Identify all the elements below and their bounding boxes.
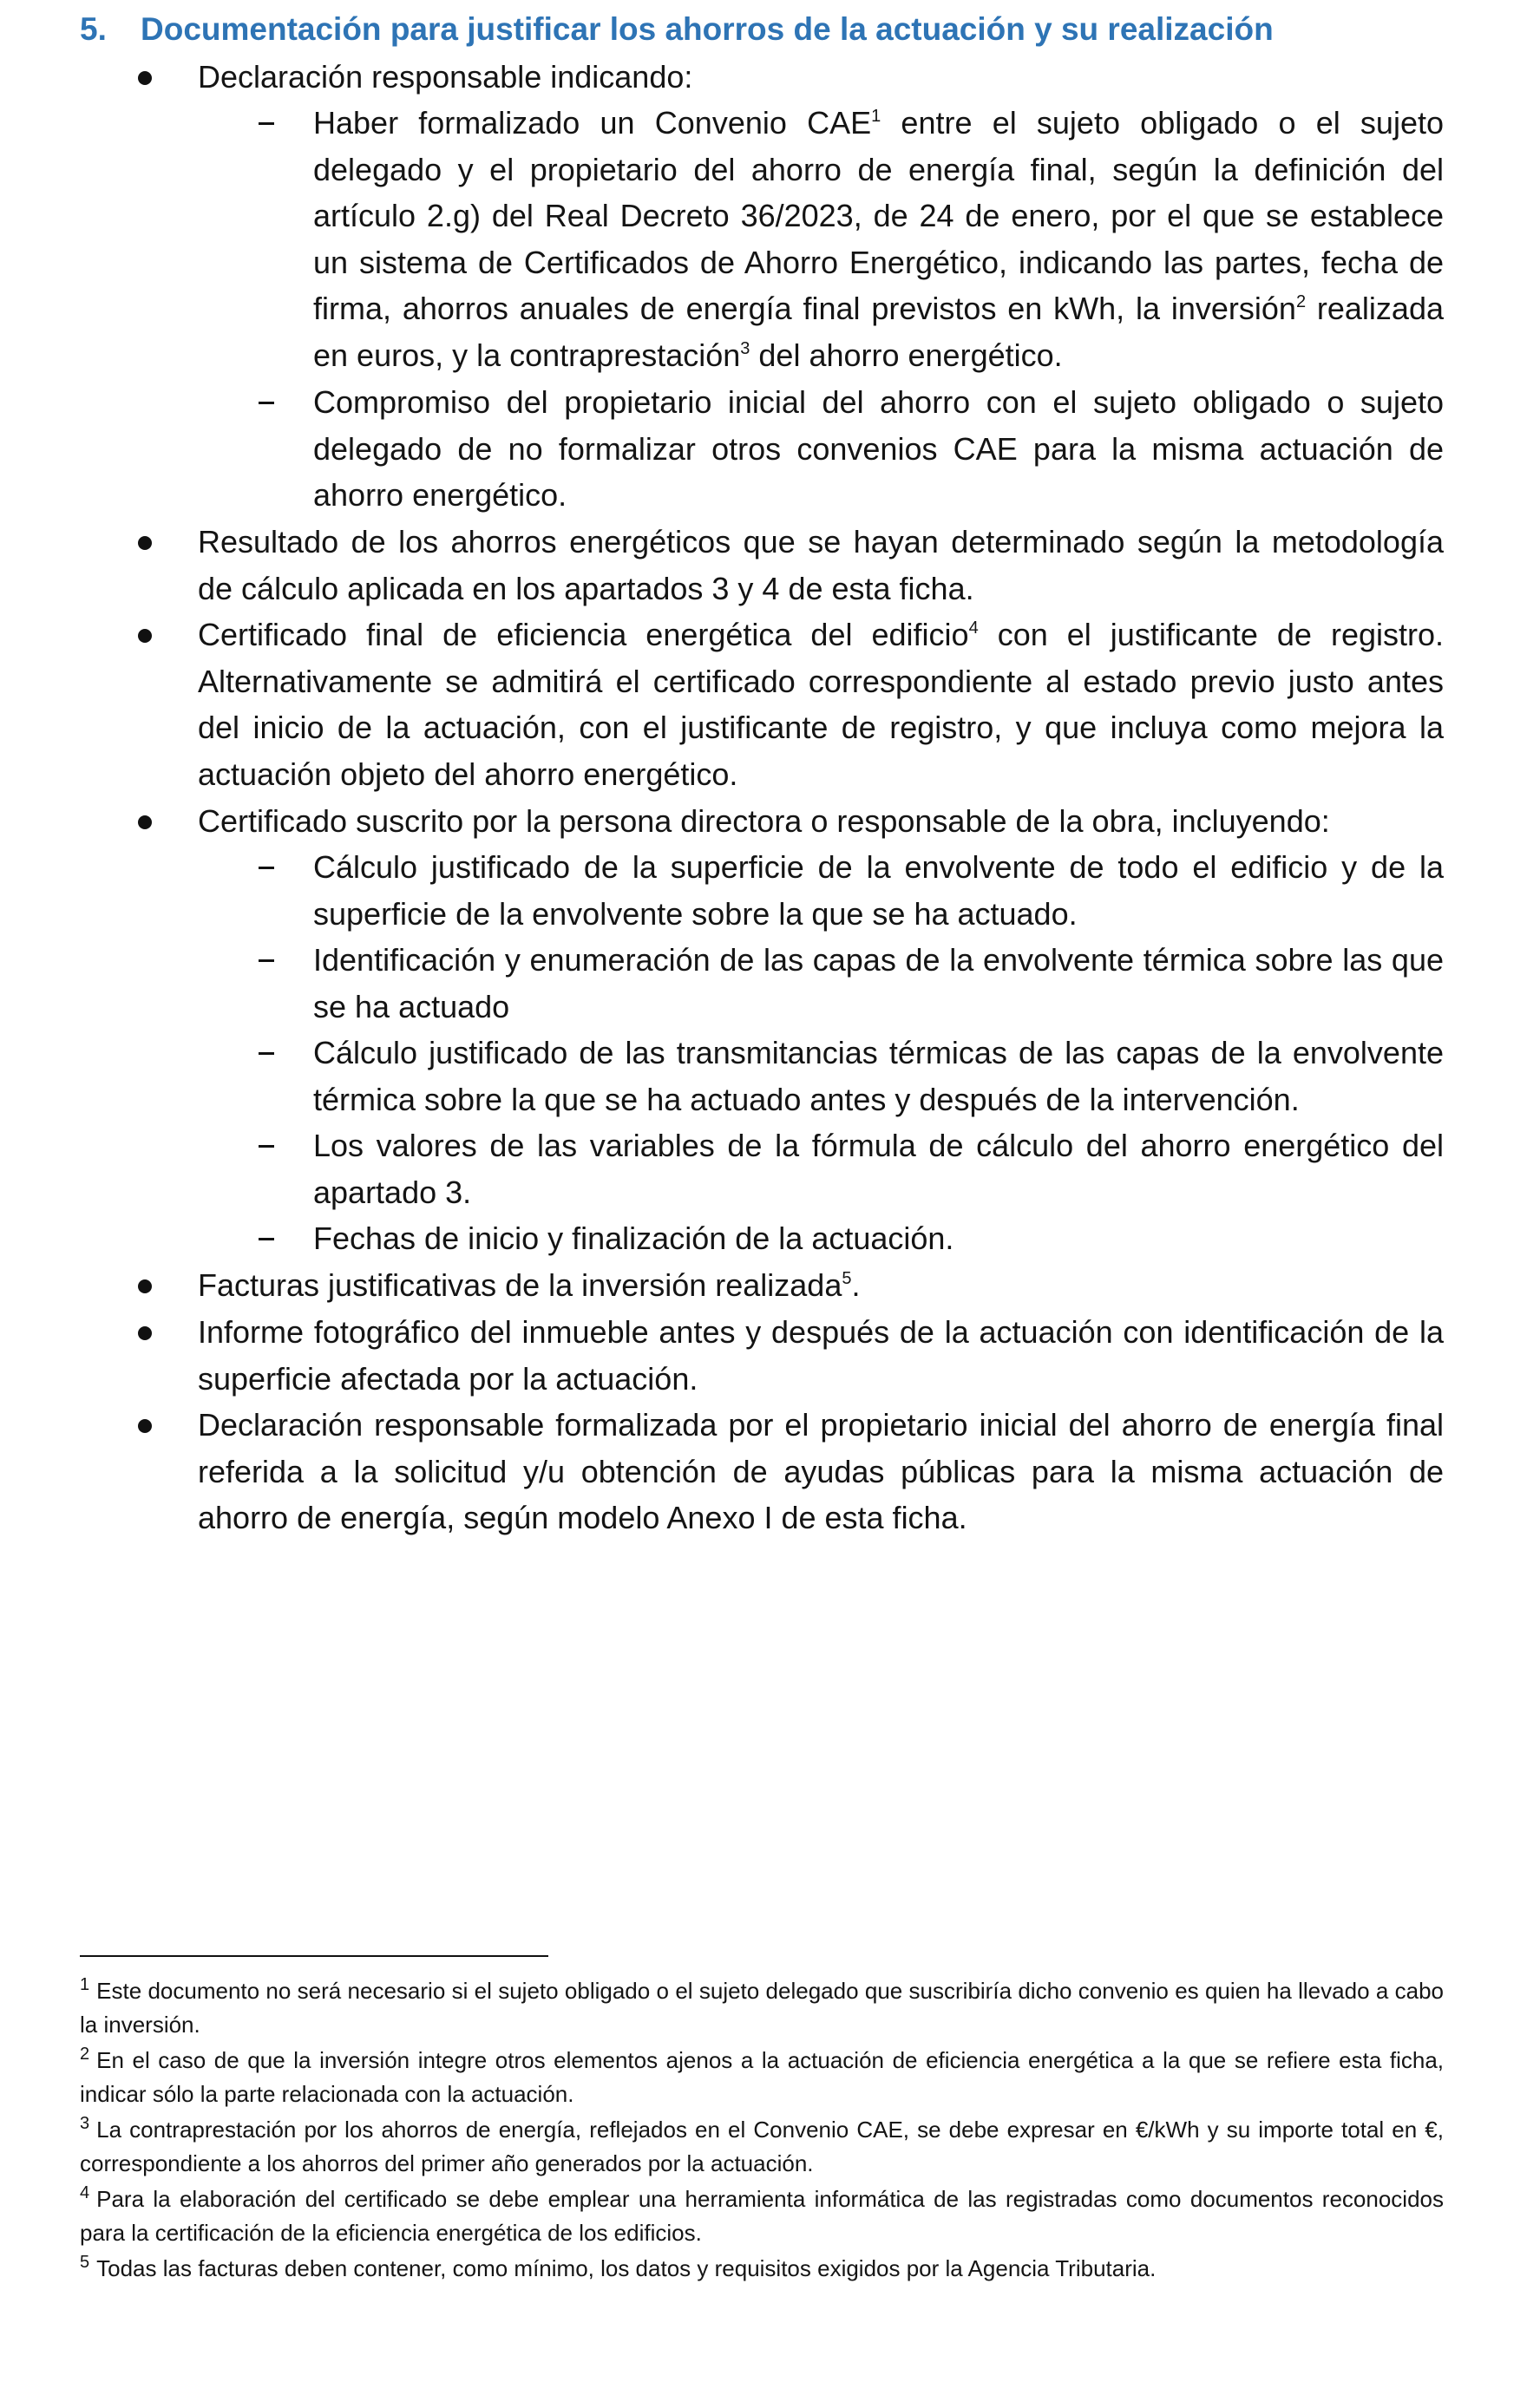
- dash-icon: [259, 1145, 274, 1148]
- sub-list-item-text: Cálculo justificado de la superficie de la envolvente de todo el edificio y de la superficie de la envolvente sobre la que se ha actuado.: [313, 849, 1444, 932]
- footnote-number: 1: [80, 1975, 90, 1994]
- list-item-text: Declaración responsable indicando:: [198, 59, 693, 95]
- footnote: [80, 2182, 1444, 2249]
- dash-icon: [259, 122, 274, 125]
- footnote-ref: 2: [1295, 292, 1307, 311]
- footnote-text: Todas las facturas deben contener, como mínimo, los datos y requisitos exigidos por la Agencia Tributaria.: [96, 2255, 1157, 2281]
- sub-list-item-text: Compromiso del propietario inicial del ahorro con el sujeto obligado o sujeto delegado de no formalizar otros convenios CAE para la misma actuación de ahorro energético.: [313, 384, 1444, 513]
- sub-list-item-text: Identificación y enumeración de las capas de la envolvente térmica sobre las que se ha actuado: [313, 942, 1444, 1024]
- footnote-separator: [80, 1955, 548, 1957]
- dash-icon: [259, 1052, 274, 1055]
- section-number: 5.: [80, 11, 107, 47]
- sub-list-item-text: Haber formalizado un Convenio CAE$^1$ entre el sujeto obligado o el sujeto delegado y el propietario del ahorro de energía final, según la definición del artículo 2.g) del Real Decreto 36/2023, de 24 de enero, por el que se establece un sistema de Certificados de Ahorro Energético, indicando las partes, fecha de firma, ahorros anuales de energía final previstos en kWh, la inversión$^2$ realizada en euros, y la contraprestación$^3$ del ahorro energético.: [313, 105, 1444, 373]
- list-item-text: Declaración responsable formalizada por el propietario inicial del ahorro de energía final referida a la solicitud y/u obtención de ayudas públicas para la misma actuación de ahorro de energía, según modelo Anexo I de esta ficha.: [198, 1407, 1444, 1535]
- list-item-text: Informe fotográfico del inmueble antes y después de la actuación con identificación de la superficie afectada por la actuación.: [198, 1314, 1444, 1397]
- footnote-ref: 3: [740, 338, 750, 358]
- dash-icon: [259, 867, 274, 869]
- footnote-text: En el caso de que la inversión integre otros elementos ajenos a la actuación de eficiencia energética a la que se refiere esta ficha, indicar sólo la parte relacionada con la actuación.: [80, 2047, 1444, 2107]
- bullet-icon: [138, 1326, 152, 1340]
- footnote-ref: 4: [968, 618, 979, 638]
- footnote-number: 4: [80, 2183, 90, 2202]
- bullet-icon: [138, 629, 152, 643]
- footnote: [80, 2044, 1444, 2110]
- list-item-text: Resultado de los ahorros energéticos que se hayan determinado según la metodología de cálculo aplicada en los apartados 3 y 4 de esta ficha.: [198, 524, 1444, 606]
- list-item-text: Certificado suscrito por la persona directora o responsable de la obra, incluyendo:: [198, 803, 1330, 839]
- sub-list-item-text: Cálculo justificado de las transmitancias térmicas de las capas de la envolvente térmica sobre la que se ha actuado antes y después de la intervención.: [313, 1035, 1444, 1117]
- bullet-icon: [138, 536, 152, 550]
- dash-icon: [259, 402, 274, 404]
- bullet-icon: [138, 815, 152, 829]
- bullet-icon: [138, 71, 152, 85]
- footnote-number: 3: [80, 2114, 90, 2133]
- footnote: [80, 2252, 1444, 2286]
- sub-list-item-text: Fechas de inicio y finalización de la actuación.: [313, 1220, 954, 1256]
- footnote-text: Para la elaboración del certificado se debe emplear una herramienta informática de las registradas como documentos reconocidos para la certificación de la eficiencia energética de los edificios.: [80, 2186, 1444, 2246]
- footnote-text: Este documento no será necesario si el sujeto obligado o el sujeto delegado que suscribiría dicho convenio es quien ha llevado a cabo la inversión.: [80, 1978, 1444, 2038]
- footnote-number: 5: [80, 2253, 90, 2272]
- dash-icon: [259, 959, 274, 962]
- section-heading: [80, 9, 1274, 50]
- footnote-number: 2: [80, 2045, 90, 2064]
- section-title: Documentación para justificar los ahorros de la actuación y su realización: [141, 11, 1274, 47]
- sub-list-item-text: Los valores de las variables de la fórmula de cálculo del ahorro energético del apartado 3.: [313, 1128, 1444, 1210]
- list-item-text: Facturas justificativas de la inversión realizada$^5$.: [198, 1267, 861, 1303]
- list-item-text: Certificado final de eficiencia energética del edificio$^4$ con el justificante de registro. Alternativamente se admitirá el certificado correspondiente al estado previo justo antes del inicio de la actuación, con el justificante de registro, y que incluya como mejora la actuación objeto del ahorro energético.: [198, 617, 1445, 792]
- footnote-ref: 1: [871, 107, 881, 126]
- bullet-icon: [138, 1419, 152, 1433]
- dash-icon: [259, 1238, 274, 1240]
- bullet-icon: [138, 1279, 152, 1293]
- footnote-ref: 5: [842, 1269, 852, 1288]
- footnote: [80, 2113, 1444, 2180]
- footnote-text: La contraprestación por los ahorros de energía, reflejados en el Convenio CAE, se debe expresar en €/kWh y su importe total en €, correspondiente a los ahorros del primer año generados por la actuación.: [80, 2117, 1444, 2176]
- footnote: [80, 1974, 1444, 2041]
